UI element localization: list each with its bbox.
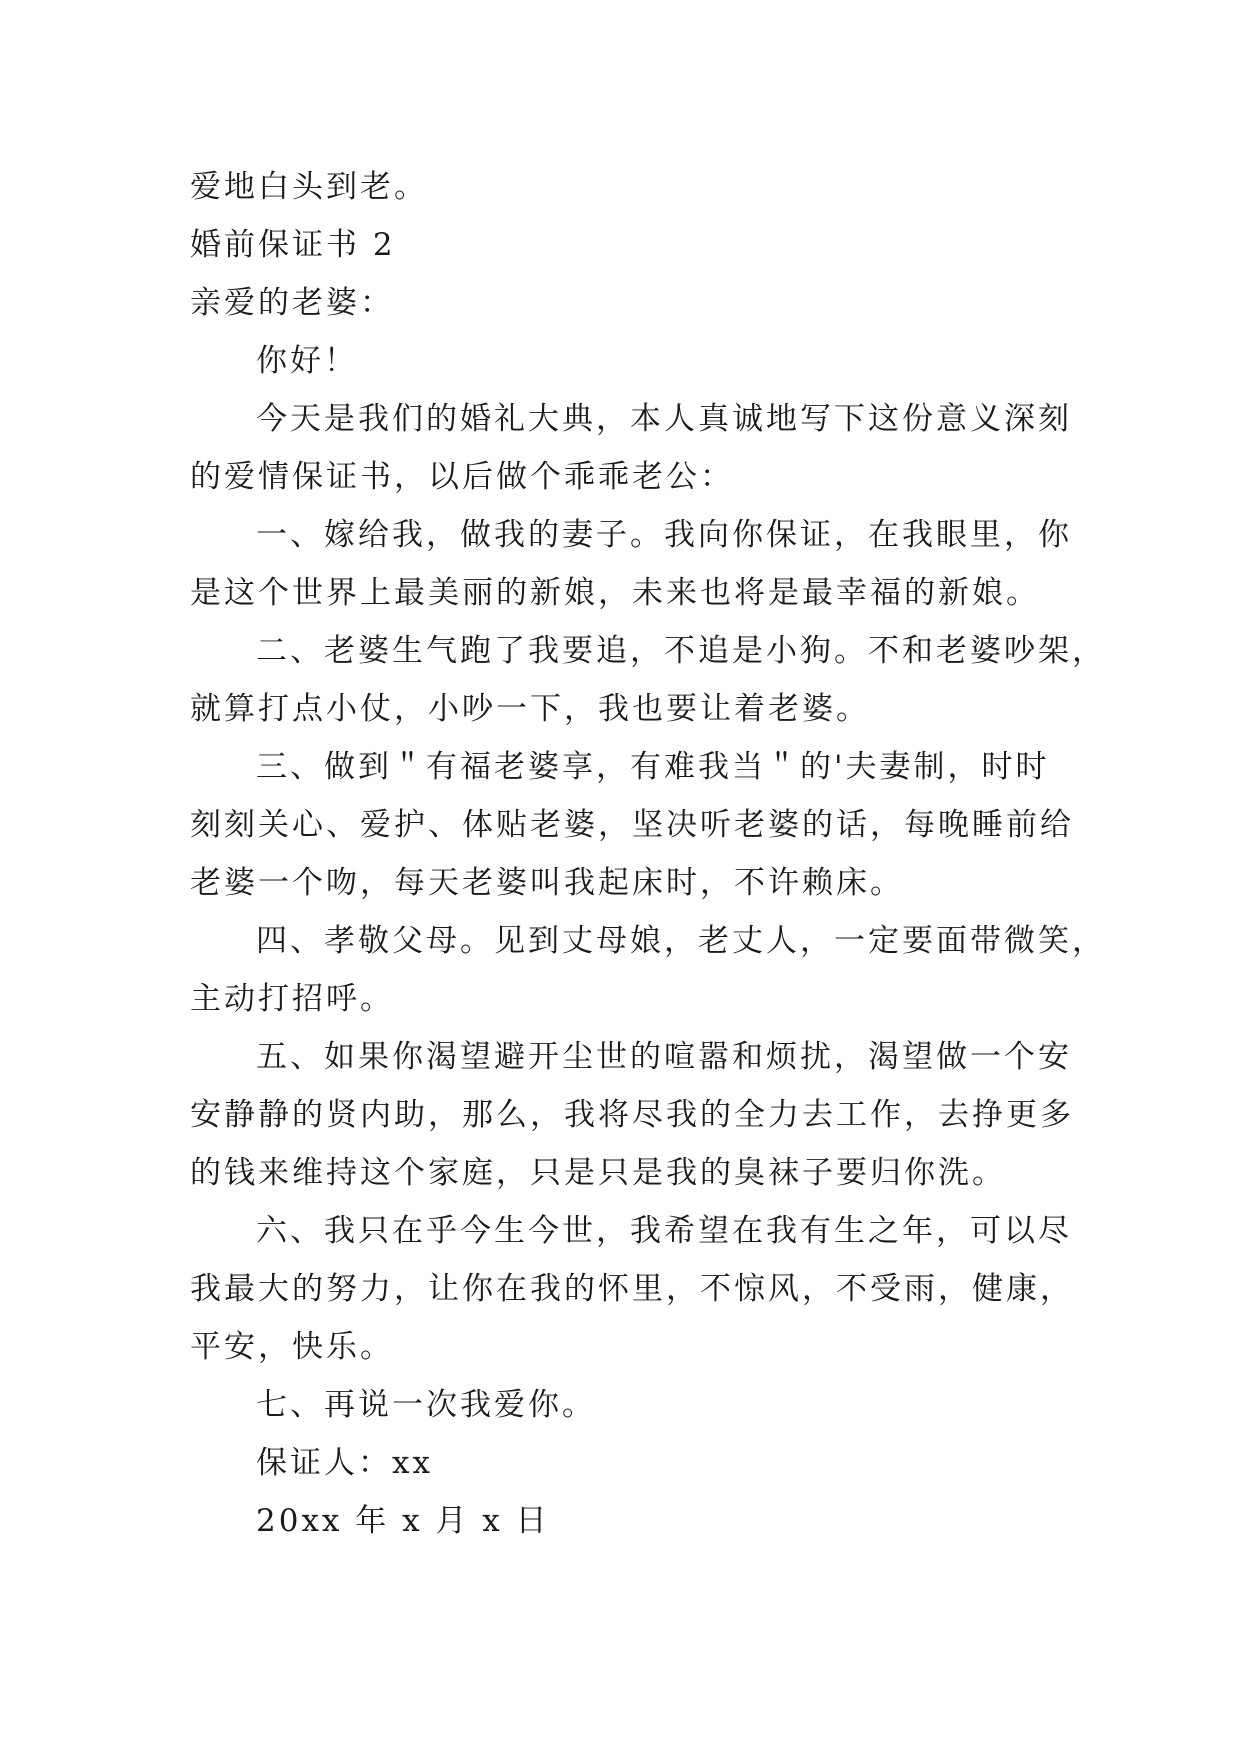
text-line: 今天是我们的婚礼大典，本人真诚地写下这份意义深刻 xyxy=(256,401,1072,437)
greeting: 你好！ xyxy=(256,343,358,379)
text-line: 是这个世界上最美丽的新娘，未来也将是最幸福的新娘。 xyxy=(190,575,1040,611)
signature-line: 保证人：xx xyxy=(256,1445,433,1481)
text-line: 安静静的贤内助，那么，我将尽我的全力去工作，去挣更多 xyxy=(190,1097,1074,1133)
text-line: 六、我只在乎今生今世，我希望在我有生之年，可以尽 xyxy=(256,1213,1072,1249)
text-line: 老婆一个吻，每天老婆叫我起床时，不许赖床。 xyxy=(190,865,904,901)
salutation: 亲爱的老婆： xyxy=(190,285,394,321)
text-line: 爱地白头到老。 xyxy=(190,169,428,205)
text-line: 三、做到＂有福老婆享，有难我当＂的'夫妻制，时时 xyxy=(256,749,1050,785)
document-body xyxy=(190,158,1106,1550)
text-line: 五、如果你渴望避开尘世的喧嚣和烦扰，渴望做一个安 xyxy=(256,1039,1072,1075)
text-line: 四、孝敬父母。见到丈母娘，老丈人，一定要面带微笑， xyxy=(256,923,1106,959)
text-line: 刻刻关心、爱护、体贴老婆，坚决听老婆的话，每晚睡前给 xyxy=(190,807,1074,843)
text-line: 的爱情保证书，以后做个乖乖老公： xyxy=(190,459,734,495)
text-line: 主动打招呼。 xyxy=(190,981,394,1017)
text-line: 的钱来维持这个家庭，只是只是我的臭袜子要归你洗。 xyxy=(190,1155,1006,1191)
text-line: 一、嫁给我，做我的妻子。我向你保证，在我眼里，你 xyxy=(256,517,1072,553)
section-title: 婚前保证书 2 xyxy=(190,227,396,263)
text-line: 就算打点小仗，小吵一下，我也要让着老婆。 xyxy=(190,691,870,727)
text-line: 二、老婆生气跑了我要追，不追是小狗。不和老婆吵架， xyxy=(256,633,1106,669)
date-line: 20xx 年 x 月 x 日 xyxy=(256,1503,550,1539)
text-line: 我最大的努力，让你在我的怀里，不惊风，不受雨，健康， xyxy=(190,1271,1074,1307)
text-line: 七、再说一次我爱你。 xyxy=(256,1387,596,1423)
text-line: 平安，快乐。 xyxy=(190,1329,394,1365)
